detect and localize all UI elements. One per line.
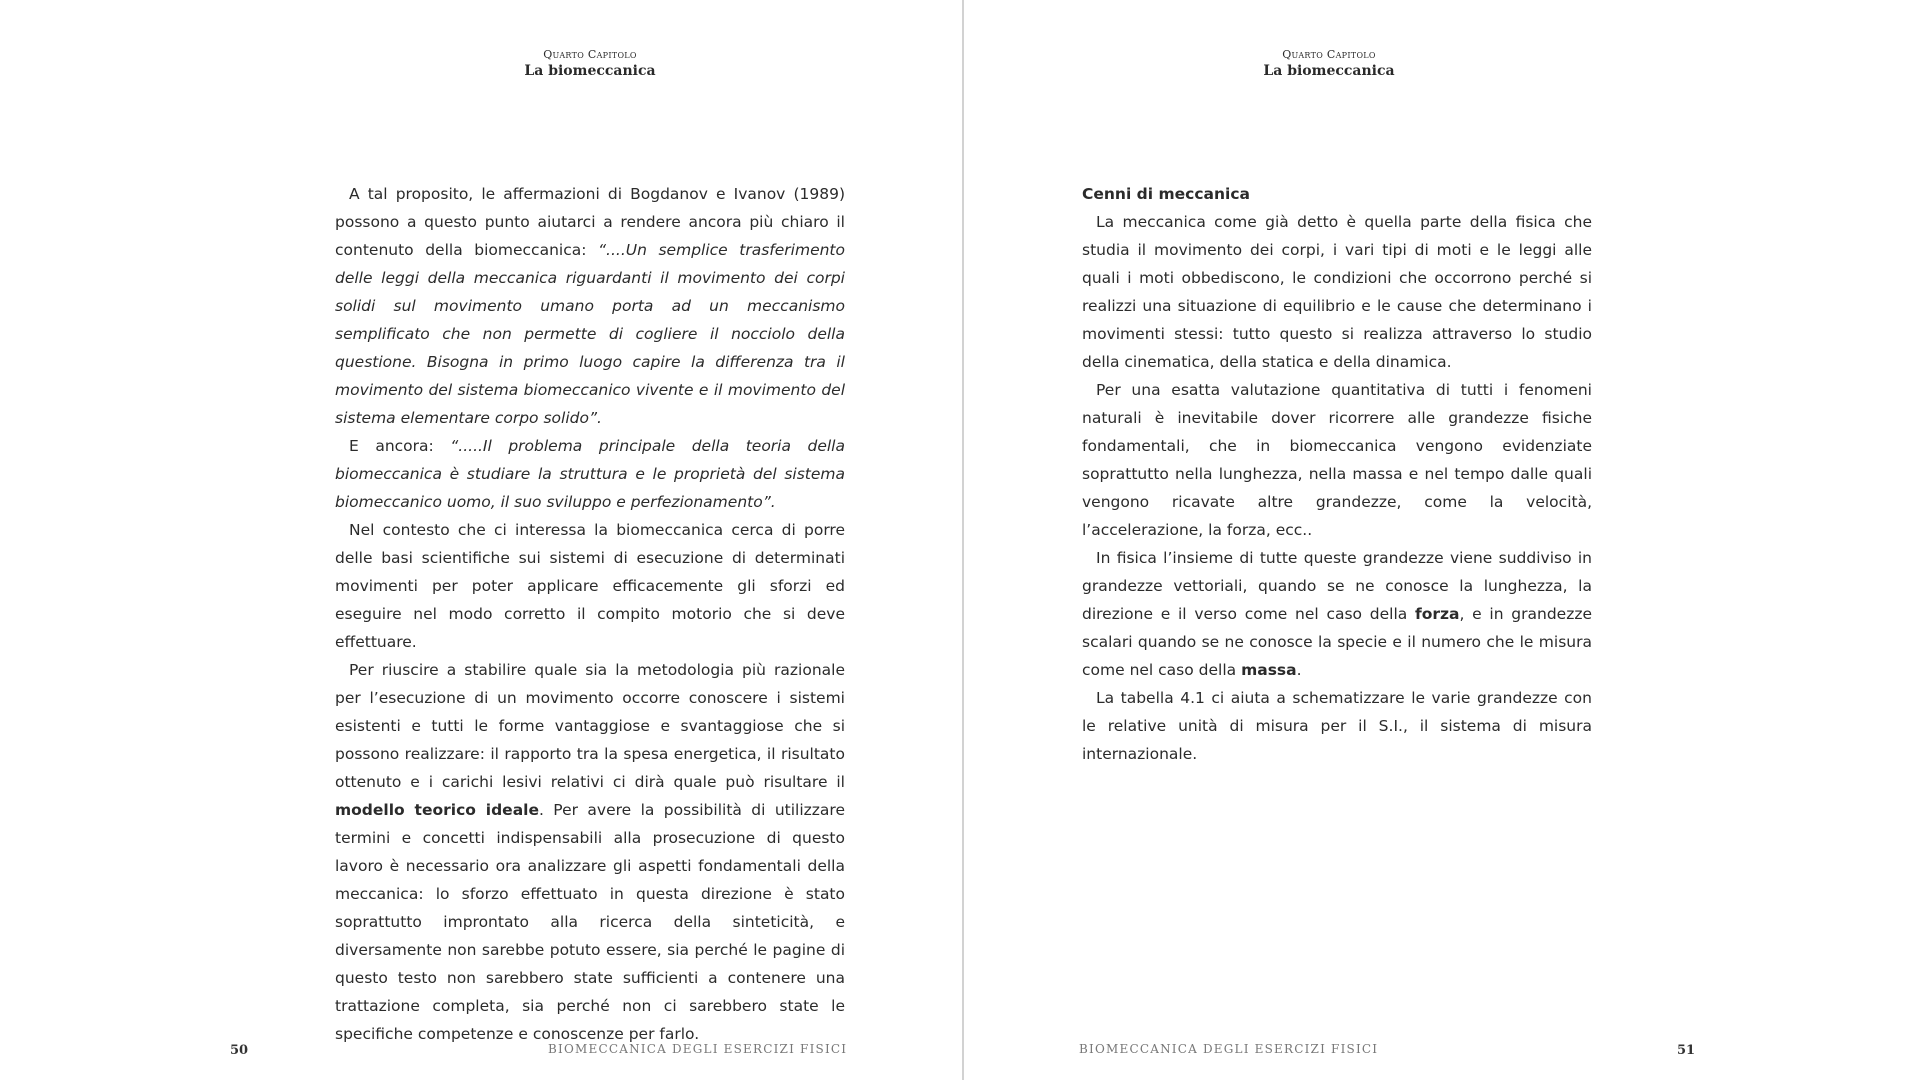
paragraph (335, 180, 845, 432)
text-run: . (1296, 661, 1302, 679)
chapter-title: La biomeccanica (1263, 63, 1395, 79)
page-number: 51 (1677, 1043, 1696, 1058)
text-run: A tal proposito, le affermazioni di Bogdanov e Ivanov (1989) possono a questo punto aiutarci a rendere ancora più chiaro il contenuto della biomeccanica: (335, 185, 845, 259)
text-run: Per riuscire a stabilire quale sia la metodologia più razionale per l’esecuzione di un movimento occorre conoscere i sistemi esistenti e tutti le forme vantaggiose e svantaggiose che si possono realizzare: il rapporto tra la spesa energetica, il risultato ottenuto e i carichi lesivi relativi ci dirà quale può risultare il (335, 661, 845, 791)
paragraph (335, 432, 845, 516)
running-head (1074, 48, 1584, 80)
bold-term: modello teorico ideale (335, 801, 539, 819)
running-head (335, 48, 845, 80)
bold-term: forza (1414, 605, 1460, 623)
body-text (335, 180, 845, 1048)
bold-term: massa (1241, 661, 1297, 679)
paragraph: La tabella 4.1 ci aiuta a schematizzare le varie grandezze con le relative unità di misura per il S.I., il sistema di misura internazionale. (1082, 689, 1592, 763)
paragraph: Per una esatta valutazione quantitativa di tutti i fenomeni naturali è inevitabile dover ricorrere alle grandezze fisiche fondamentali, che in biomeccanica vengono evidenziate soprattutto nella lunghezza, nella massa e nel tempo dalle quali vengono ricavate altre grandezze, come la velocità, l’accelerazione, la forza, ecc.. (1082, 381, 1592, 539)
text-run: . Per avere la possibilità di utilizzare termini e concetti indispensabili alla prosecuzione di questo lavoro è necessario ora analizzare gli aspetti fondamentali della meccanica: lo sforzo effettuato in questa direzione è stato soprattutto improntato alla ricerca della sinteticità, e diversamente non sarebbe potuto essere, sia perché le pagine di questo testo non sarebbero state sufficienti a contenere una trattazione completa, sia perché non ci sarebbero state le specifiche competenze e conoscenze per farlo. (335, 801, 845, 1043)
right-page (964, 0, 1734, 1080)
book-title-footer: BIOMECCANICA DEGLI ESERCIZI FISICI (1079, 1042, 1379, 1056)
text-run: In fisica l’insieme di tutte queste grandezze viene suddiviso in grandezze vettoriali, quando se ne conosce la lunghezza, la direzione e il verso come nel caso della (1082, 549, 1592, 623)
paragraph (1082, 544, 1592, 684)
chapter-label: Quarto Capitolo (543, 48, 637, 61)
paragraph: Nel contesto che ci interessa la biomeccanica cerca di porre delle basi scientifiche sui sistemi di esecuzione di determinati movimenti per poter applicare efficacemente gli sforzi ed eseguire nel modo corretto il compito motorio che si deve effettuare. (335, 521, 845, 651)
chapter-title: La biomeccanica (524, 63, 656, 79)
page-number: 50 (230, 1043, 249, 1058)
paragraph (335, 656, 845, 1048)
section-heading: Cenni di meccanica (1082, 185, 1250, 203)
chapter-label: Quarto Capitolo (1282, 48, 1376, 61)
quote-italic: “.....Il problema principale della teoria della biomeccanica è studiare la struttura e le proprietà del sistema biomeccanico uomo, il suo sviluppo e perfezionamento”. (335, 437, 845, 511)
body-text (1082, 180, 1592, 768)
text-run: E ancora: (349, 437, 451, 455)
paragraph: La meccanica come già detto è quella parte della fisica che studia il movimento dei corpi, i vari tipi di moti e le leggi alle quali i moti obbediscono, le condizioni che occorrono perché si realizzi una situazione di equilibrio e le cause che determinano i movimenti stessi: tutto questo si realizza attraverso lo studio della cinematica, della statica e della dinamica. (1082, 213, 1592, 371)
quote-italic: “....Un semplice trasferimento delle leggi della meccanica riguardanti il movimento dei corpi solidi sul movimento umano porta ad un meccanismo semplificato che non permette di cogliere il nocciolo della questione. Bisogna in primo luogo capire la differenza tra il movimento del sistema biomeccanico vivente e il movimento del sistema elementare corpo solido”. (335, 241, 845, 427)
text-run: , e in grandezze scalari quando se ne conosce la specie e il numero che le misura come nel caso della (1082, 605, 1593, 679)
book-title-footer: BIOMECCANICA DEGLI ESERCIZI FISICI (548, 1042, 848, 1056)
